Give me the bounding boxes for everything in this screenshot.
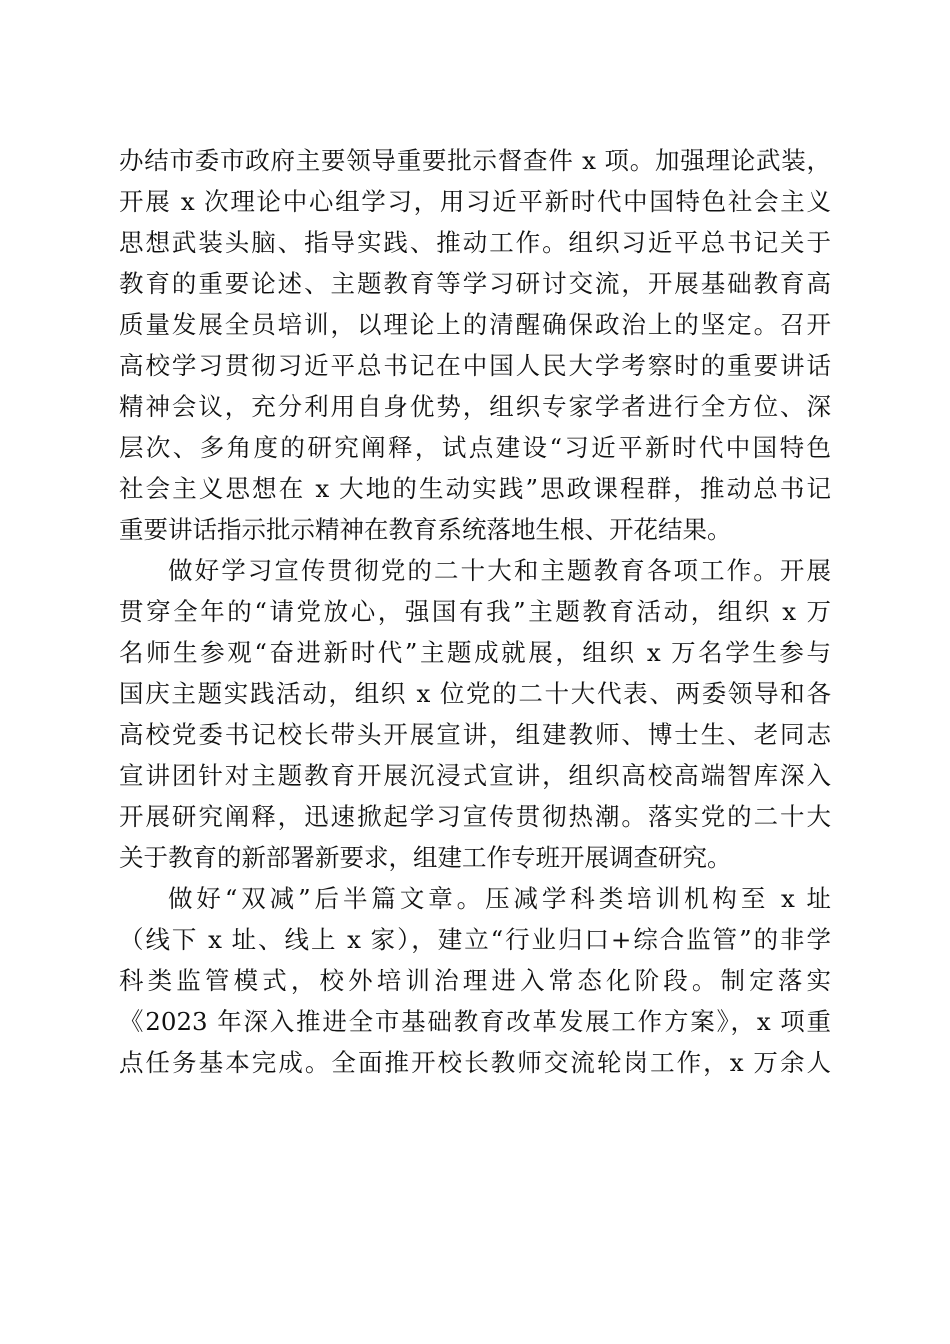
text-line: 精神会议，充分利用自身优势，组织专家学者进行全方位、深 <box>119 392 831 421</box>
text-line: 《2023 年深入推进全市基础教育改革发展工作方案》，x 项重 <box>119 1007 831 1036</box>
text-line: 质量发展全员培训，以理论上的清醒确保政治上的坚定。召开 <box>119 310 831 339</box>
text-line: 开展研究阐释，迅速掀起学习宣传贯彻热潮。落实党的二十大 <box>119 802 831 831</box>
text-line: 贯穿全年的“请党放心，强国有我”主题教育活动，组织 x 万 <box>119 597 831 626</box>
paragraph-3 <box>119 878 831 1083</box>
paragraph-2 <box>119 550 831 878</box>
text-line: 做好学习宣传贯彻党的二十大和主题教育各项工作。开展 <box>168 556 831 585</box>
text-line: 科类监管模式，校外培训治理进入常态化阶段。制定落实 <box>119 966 831 995</box>
text-line: 办结市委市政府主要领导重要批示督查件 x 项。加强理论武装， <box>119 146 831 175</box>
text-line: （线下 x 址、线上 x 家），建立“行业归口+综合监管”的非学 <box>119 925 831 954</box>
text-line: 名师生参观“奋进新时代”主题成就展，组织 x 万名学生参与 <box>119 638 831 667</box>
text-line: 层次、多角度的研究阐释，试点建设“习近平新时代中国特色 <box>119 433 831 462</box>
text-line: 关于教育的新部署新要求，组建工作专班开展调查研究。 <box>119 843 732 872</box>
text-line: 思想武装头脑、指导实践、推动工作。组织习近平总书记关于 <box>119 228 831 257</box>
text-line: 宣讲团针对主题教育开展沉浸式宣讲，组织高校高端智库深入 <box>119 761 831 790</box>
text-line: 社会主义思想在 x 大地的生动实践”思政课程群，推动总书记 <box>119 474 831 503</box>
paragraph-1 <box>119 140 831 550</box>
text-line: 点任务基本完成。全面推开校长教师交流轮岗工作，x 万余人 <box>119 1048 831 1077</box>
text-line: 高校党委书记校长带头开展宣讲，组建教师、博士生、老同志 <box>119 720 831 749</box>
text-line: 教育的重要论述、主题教育等学习研讨交流，开展基础教育高 <box>119 269 831 298</box>
text-line: 国庆主题实践活动，组织 x 位党的二十大代表、两委领导和各 <box>119 679 831 708</box>
text-line: 高校学习贯彻习近平总书记在中国人民大学考察时的重要讲话 <box>119 351 831 380</box>
document-body <box>119 140 831 1083</box>
text-line: 开展 x 次理论中心组学习，用习近平新时代中国特色社会主义 <box>119 187 831 216</box>
text-line: 重要讲话指示批示精神在教育系统落地生根、开花结果。 <box>119 515 732 544</box>
text-line: 做好“双减”后半篇文章。压减学科类培训机构至 x 址 <box>168 884 831 913</box>
